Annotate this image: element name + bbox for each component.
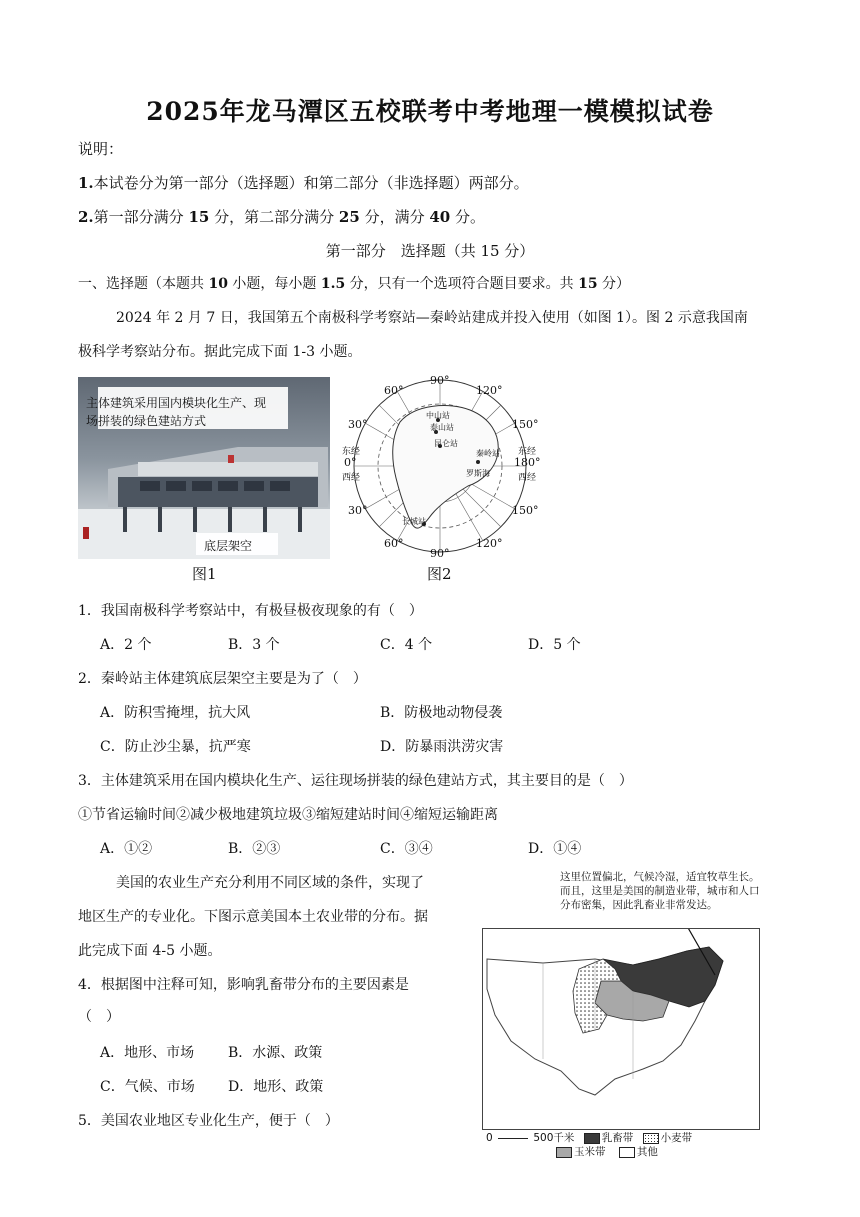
q2-option-b: B．防极地动物侵袭 [380,705,503,721]
passage1-line2: 极科学考察站分布。据此完成下面 1-3 小题。 [78,344,362,360]
q4-option-a: A．地形、市场 [100,1045,195,1061]
q1-option-d: D．5 个 [528,637,581,653]
passage1-line1: 2024 年 2 月 7 日，我国第五个南极科学考察站—秦岭站建成并投入使用（如图 1）。图 2 示意我国南 [116,310,748,326]
q4-option-c: C．气候、市场 [100,1079,195,1095]
part1-heading: 第一部分 选择题（共 15 分） [325,242,535,260]
question-1-stem: 1．我国南极科学考察站中，有极昼极夜现象的有（ ） [78,603,423,619]
station-changcheng: 长城站 [402,517,426,526]
scale-zero: 0 [486,1132,493,1144]
station-taishan: 泰山站 [430,423,454,432]
map-annotation: 这里位置偏北，气候冷湿，适宜牧草生长。而且，这里是美国的制造业带，城市和人口分布密集，因此乳畜业非常发达。 [560,871,760,911]
q3-option-d: D．①④ [528,841,582,857]
q3-option-c: C．③④ [380,841,433,857]
lon-180: 180° [514,456,541,469]
lon-30-bl: 30° [348,504,368,517]
question-4-stem2: （ ） [78,1009,120,1025]
map-legend-row2 [556,1144,658,1159]
legend-dairy: 乳畜带 [584,1132,634,1144]
question-3-sub: ①节省运输时间②减少极地建筑垃圾③缩短建站时间④缩短运输距离 [78,807,498,823]
legend-corn-swatch [556,1147,572,1158]
question-4-stem: 4．根据图中注释可知，影响乳畜带分布的主要因素是 [78,977,409,993]
figure1-photo [78,377,330,559]
legend-other: 其他 [619,1146,658,1158]
passage2-line2: 地区生产的专业化。下图示意美国本土农业带的分布。据 [78,909,428,925]
antarctica-polar-svg [340,374,540,564]
section1-instruction: 一、选择题（本题共 10 小题，每小题 1.5 分，只有一个选项符合题目要求。共 15 分） [78,276,631,292]
q2-option-a: A．防积雪掩埋，抗大风 [100,705,251,721]
lon-120-br: 120° [476,537,503,550]
figure2-polar-map [340,374,540,564]
q2-option-c: C．防止沙尘暴，抗严寒 [100,739,251,755]
question-5-stem: 5．美国农业地区专业化生产，便于（ ） [78,1113,339,1129]
figure1-callout-bottom: 底层架空 [204,539,253,553]
q1-option-b: B．3 个 [228,637,280,653]
west-label-right: 西经 [518,473,537,483]
lon-60-bl: 60° [384,537,404,550]
instruction-line-2: 2.第一部分满分 15 分，第二部分满分 25 分，满分 40 分。 [78,208,486,226]
q3-option-b: B．②③ [228,841,281,857]
east-label-right: 东经 [518,447,537,457]
lon-90-bottom: 90° [430,547,450,560]
lon-150-br: 150° [512,504,539,517]
passage2-line1: 美国的农业生产充分利用不同区域的条件，实现了 [116,875,424,891]
scale-bar [498,1138,528,1139]
legend-wheat-swatch [643,1133,659,1144]
question-3-stem: 3．主体建筑采用在国内模块化生产、运往现场拼装的绿色建站方式，其主要目的是（ ） [78,773,633,789]
passage2-line3: 此完成下面 4-5 小题。 [78,943,222,959]
q3-option-a: A．①② [100,841,153,857]
q4-option-b: B．水源、政策 [228,1045,323,1061]
legend-other-swatch [619,1147,635,1158]
map-legend [486,1130,692,1145]
legend-wheat: 小麦带 [643,1132,693,1144]
legend-dairy-swatch [584,1133,600,1144]
lon-60-tl: 60° [384,384,404,397]
station-qinling: 秦岭站 [476,449,500,458]
us-agriculture-map [482,928,760,1130]
us-map-svg [483,929,759,1129]
page-title: 2025年龙马潭区五校联考中考地理一模模拟试卷 [146,97,714,126]
lon-90-top: 90° [430,374,450,387]
q1-option-c: C．4 个 [380,637,433,653]
station-kunlun: 昆仑站 [434,439,458,448]
legend-corn: 玉米带 [556,1146,606,1158]
lon-0: 0° [344,456,357,469]
q4-option-d: D．地形、政策 [228,1079,324,1095]
west-label-left: 西经 [342,473,361,483]
q1-option-a: A．2 个 [100,637,152,653]
figure1-caption: 图1 [192,565,217,583]
station-zhongshan: 中山站 [426,411,450,420]
figure2-caption: 图2 [427,565,452,583]
scale-label: 500千米 [533,1132,575,1144]
instruction-line-1: 1.本试卷分为第一部分（选择题）和第二部分（非选择题）两部分。 [78,174,529,192]
lon-120-tr: 120° [476,384,503,397]
instructions-label: 说明： [78,140,124,158]
q2-option-d: D．防暴雨洪涝灾害 [380,739,504,755]
lon-30-l: 30° [348,418,368,431]
east-label-left: 东经 [342,447,361,457]
lon-150-r: 150° [512,418,539,431]
question-2-stem: 2．秦岭站主体建筑底层架空主要是为了（ ） [78,671,367,687]
ross-sea-label: 罗斯海 [466,469,490,478]
figure1-callout-top: 主体建筑采用国内模块化生产、现场拼装的绿色建站方式 [86,396,267,428]
